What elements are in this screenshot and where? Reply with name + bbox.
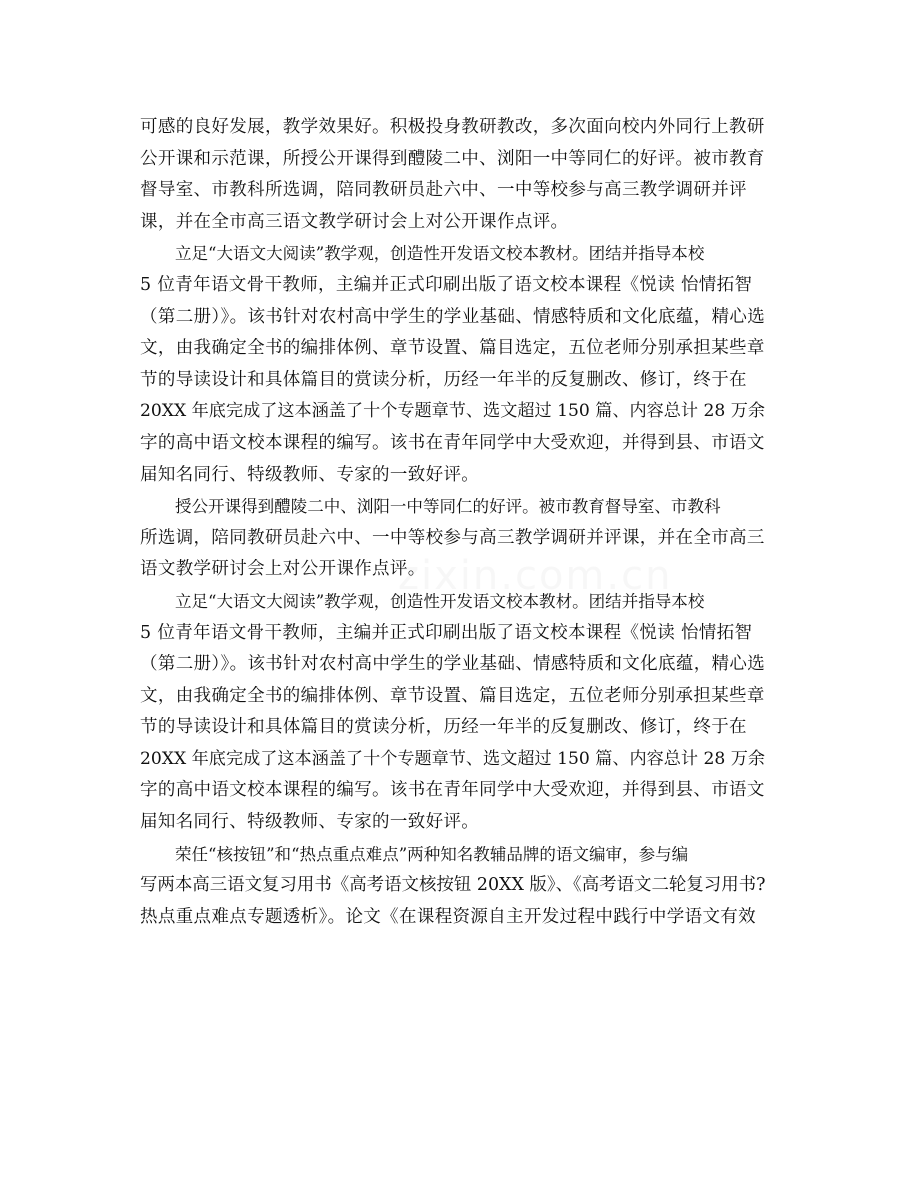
text-line: （第二册）》。该书针对农村高中学生的学业基础、情感特质和文化底蕴，精心选 bbox=[140, 306, 766, 327]
text-line: 5 位青年语文骨干教师，主编并正式印刷出版了语文校本课程《悦读 怡情拓智 bbox=[140, 622, 753, 643]
text-line: 字的高中语文校本课程的编写。该书在青年同学中大受欢迎，并得到县、市语文 bbox=[140, 432, 765, 453]
text-line: 字的高中语文校本课程的编写。该书在青年同学中大受欢迎，并得到县、市语文 bbox=[140, 780, 765, 801]
text-line: 热点重点难点专题透析》。论文《在课程资源自主开发过程中践行中学语文有效 bbox=[140, 906, 756, 927]
text-line: 届知名同行、特级教师、专家的一致好评。 bbox=[140, 812, 480, 833]
text-line: 所选调，陪同教研员赴六中、一中等校参与高三教学调研并评课，并在全市高三 bbox=[140, 527, 765, 548]
text-line: 届知名同行、特级教师、专家的一致好评。 bbox=[140, 464, 480, 485]
text-line: 公开课和示范课，所授公开课得到醴陵二中、浏阳一中等同仁的好评。被市教育 bbox=[140, 148, 765, 169]
text-line: 写两本高三语文复习用书《高考语文核按钮 20XX 版》、《高考语文二轮复习用书? bbox=[140, 875, 766, 896]
text-line: 节的导读设计和具体篇目的赏读分析，历经一年半的反复删改、修订，终于在 bbox=[140, 369, 747, 390]
text-line: 荣任“核按钮”和“热点重点难点”两种知名教辅品牌的语文编审，参与编 bbox=[175, 844, 689, 864]
watermark: zixin.com.cn bbox=[398, 553, 673, 599]
text-line: 文，由我确定全书的编排体例、章节设置、篇目选定，五位老师分别承担某些章 bbox=[140, 338, 765, 359]
text-line: 可感的良好发展，教学效果好。积极投身教研教改，多次面向校内外同行上教研 bbox=[140, 117, 765, 137]
text-line: 5 位青年语文骨干教师，主编并正式印刷出版了语文校本课程《悦读 怡情拓智 bbox=[140, 274, 753, 295]
text-line: 20XX 年底完成了这本涵盖了十个专题章节、选文超过 150 篇、内容总计 28 万余 bbox=[140, 401, 766, 422]
text-line: 授公开课得到醴陵二中、浏阳一中等同仁的好评。被市教育督导室、市教科 bbox=[175, 497, 721, 517]
body-text bbox=[140, 112, 780, 933]
text-line: 督导室、市教科所选调，陪同教研员赴六中、一中等校参与高三教学调研并评 bbox=[140, 180, 747, 201]
text-line: 20XX 年底完成了这本涵盖了十个专题章节、选文超过 150 篇、内容总计 28 万余 bbox=[140, 748, 766, 769]
text-line: 立足“大语文大阅读”教学观，创造性开发语文校本教材。团结并指导本校 bbox=[175, 244, 705, 264]
text-line: 语文教学研讨会上对公开课作点评。 bbox=[140, 559, 426, 580]
text-line: （第二册）》。该书针对农村高中学生的学业基础、情感特质和文化底蕴，精心选 bbox=[140, 654, 766, 675]
text-line: 文，由我确定全书的编排体例、章节设置、篇目选定，五位老师分别承担某些章 bbox=[140, 685, 765, 706]
text-line: 节的导读设计和具体篇目的赏读分析，历经一年半的反复删改、修订，终于在 bbox=[140, 717, 747, 738]
text-line: 课，并在全市高三语文教学研讨会上对公开课作点评。 bbox=[140, 211, 569, 232]
text-line: 立足“大语文大阅读”教学观，创造性开发语文校本教材。团结并指导本校 bbox=[175, 591, 705, 611]
